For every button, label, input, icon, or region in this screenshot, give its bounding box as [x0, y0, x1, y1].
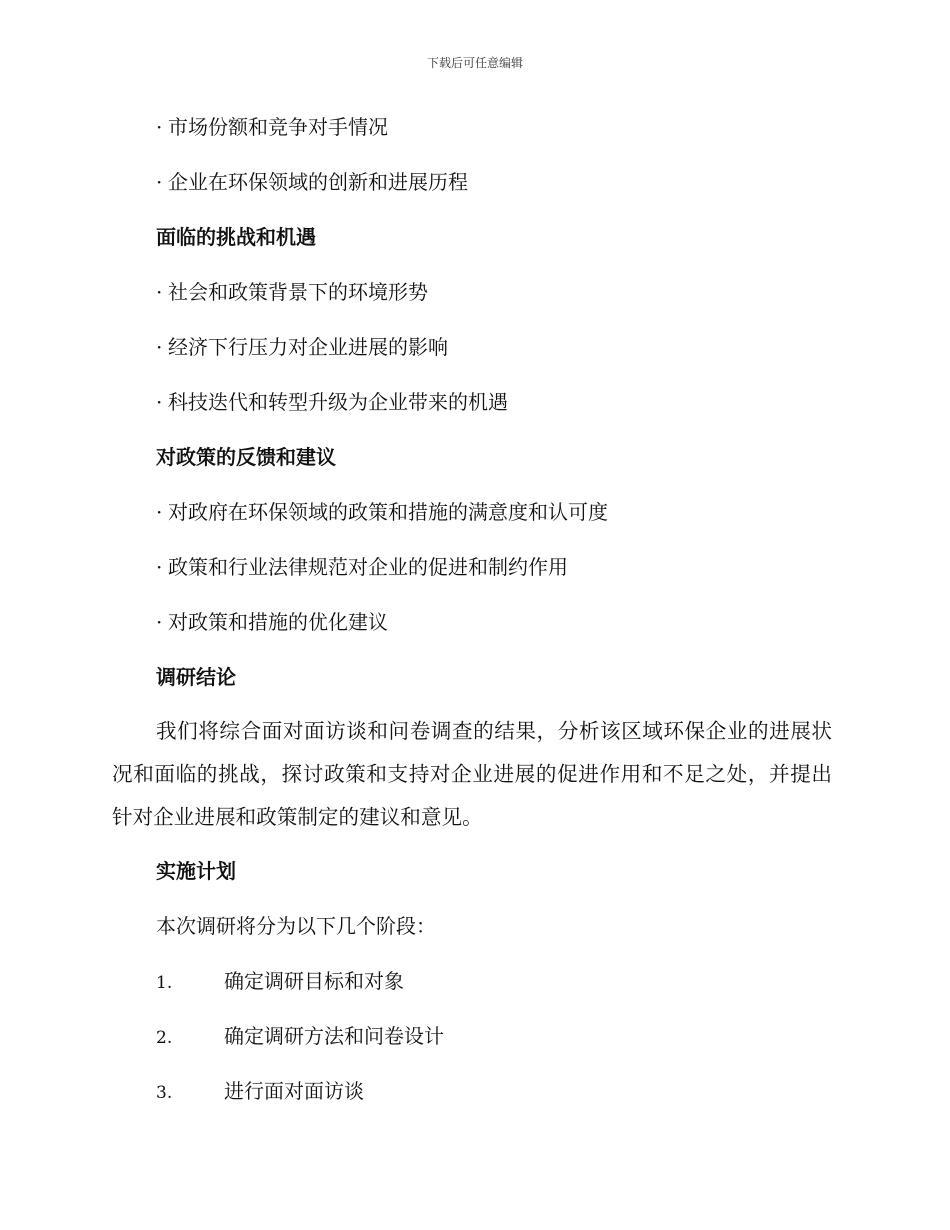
numbered-item	[112, 1017, 832, 1055]
item-number: 1.	[156, 973, 173, 993]
section-heading-policy: 对政策的反馈和建议	[156, 445, 336, 469]
bullet-item	[112, 548, 832, 586]
bullet-text: 对政策和措施的优化建议	[168, 610, 388, 634]
bullet-dot: ·	[156, 610, 163, 634]
bullet-dot: ·	[156, 500, 163, 524]
item-text: 确定调研目标和对象	[224, 969, 404, 993]
bullet-item	[112, 328, 832, 366]
bullet-dot: ·	[156, 390, 163, 414]
bullet-dot: ·	[156, 555, 163, 579]
bullet-text: 科技迭代和转型升级为企业带来的机遇	[168, 390, 508, 414]
bullet-item	[112, 493, 832, 531]
bullet-text: 对政府在环保领域的政策和措施的满意度和认可度	[168, 500, 608, 524]
numbered-item	[112, 1072, 832, 1110]
bullet-dot: ·	[156, 280, 163, 304]
item-text: 进行面对面访谈	[224, 1079, 364, 1103]
plan-intro: 本次调研将分为以下几个阶段：	[156, 914, 436, 938]
bullet-dot: ·	[156, 170, 163, 194]
bullet-item	[112, 383, 832, 421]
bullet-text: 企业在环保领域的创新和进展历程	[168, 170, 468, 194]
bullet-text: 政策和行业法律规范对企业的促进和制约作用	[168, 555, 568, 579]
bullet-text: 经济下行压力对企业进展的影响	[168, 335, 448, 359]
section-heading-conclusion: 调研结论	[156, 665, 236, 689]
bullet-item	[112, 163, 832, 201]
bullet-dot: ·	[156, 115, 163, 139]
bullet-item	[112, 603, 832, 641]
document-body	[112, 108, 832, 1127]
section-heading-plan: 实施计划	[156, 859, 236, 883]
bullet-text: 市场份额和竞争对手情况	[168, 115, 388, 139]
bullet-item	[112, 273, 832, 311]
page-header: 下载后可任意编辑	[426, 56, 523, 70]
bullet-text: 社会和政策背景下的环境形势	[168, 280, 428, 304]
item-text: 确定调研方法和问卷设计	[224, 1024, 444, 1048]
bullet-item	[112, 108, 832, 146]
bullet-dot: ·	[156, 335, 163, 359]
item-number: 2.	[156, 1028, 173, 1048]
numbered-item	[112, 962, 832, 1000]
conclusion-paragraph: 我们将综合面对面访谈和问卷调查的结果，分析该区域环保企业的进展状况和面临的挑战，探讨政策和支持对企业进展的促进作用和不足之处，并提出针对企业进展和政策制定的建议和意见。	[112, 719, 832, 829]
section-heading-challenges: 面临的挑战和机遇	[156, 225, 316, 249]
item-number: 3.	[156, 1083, 173, 1103]
